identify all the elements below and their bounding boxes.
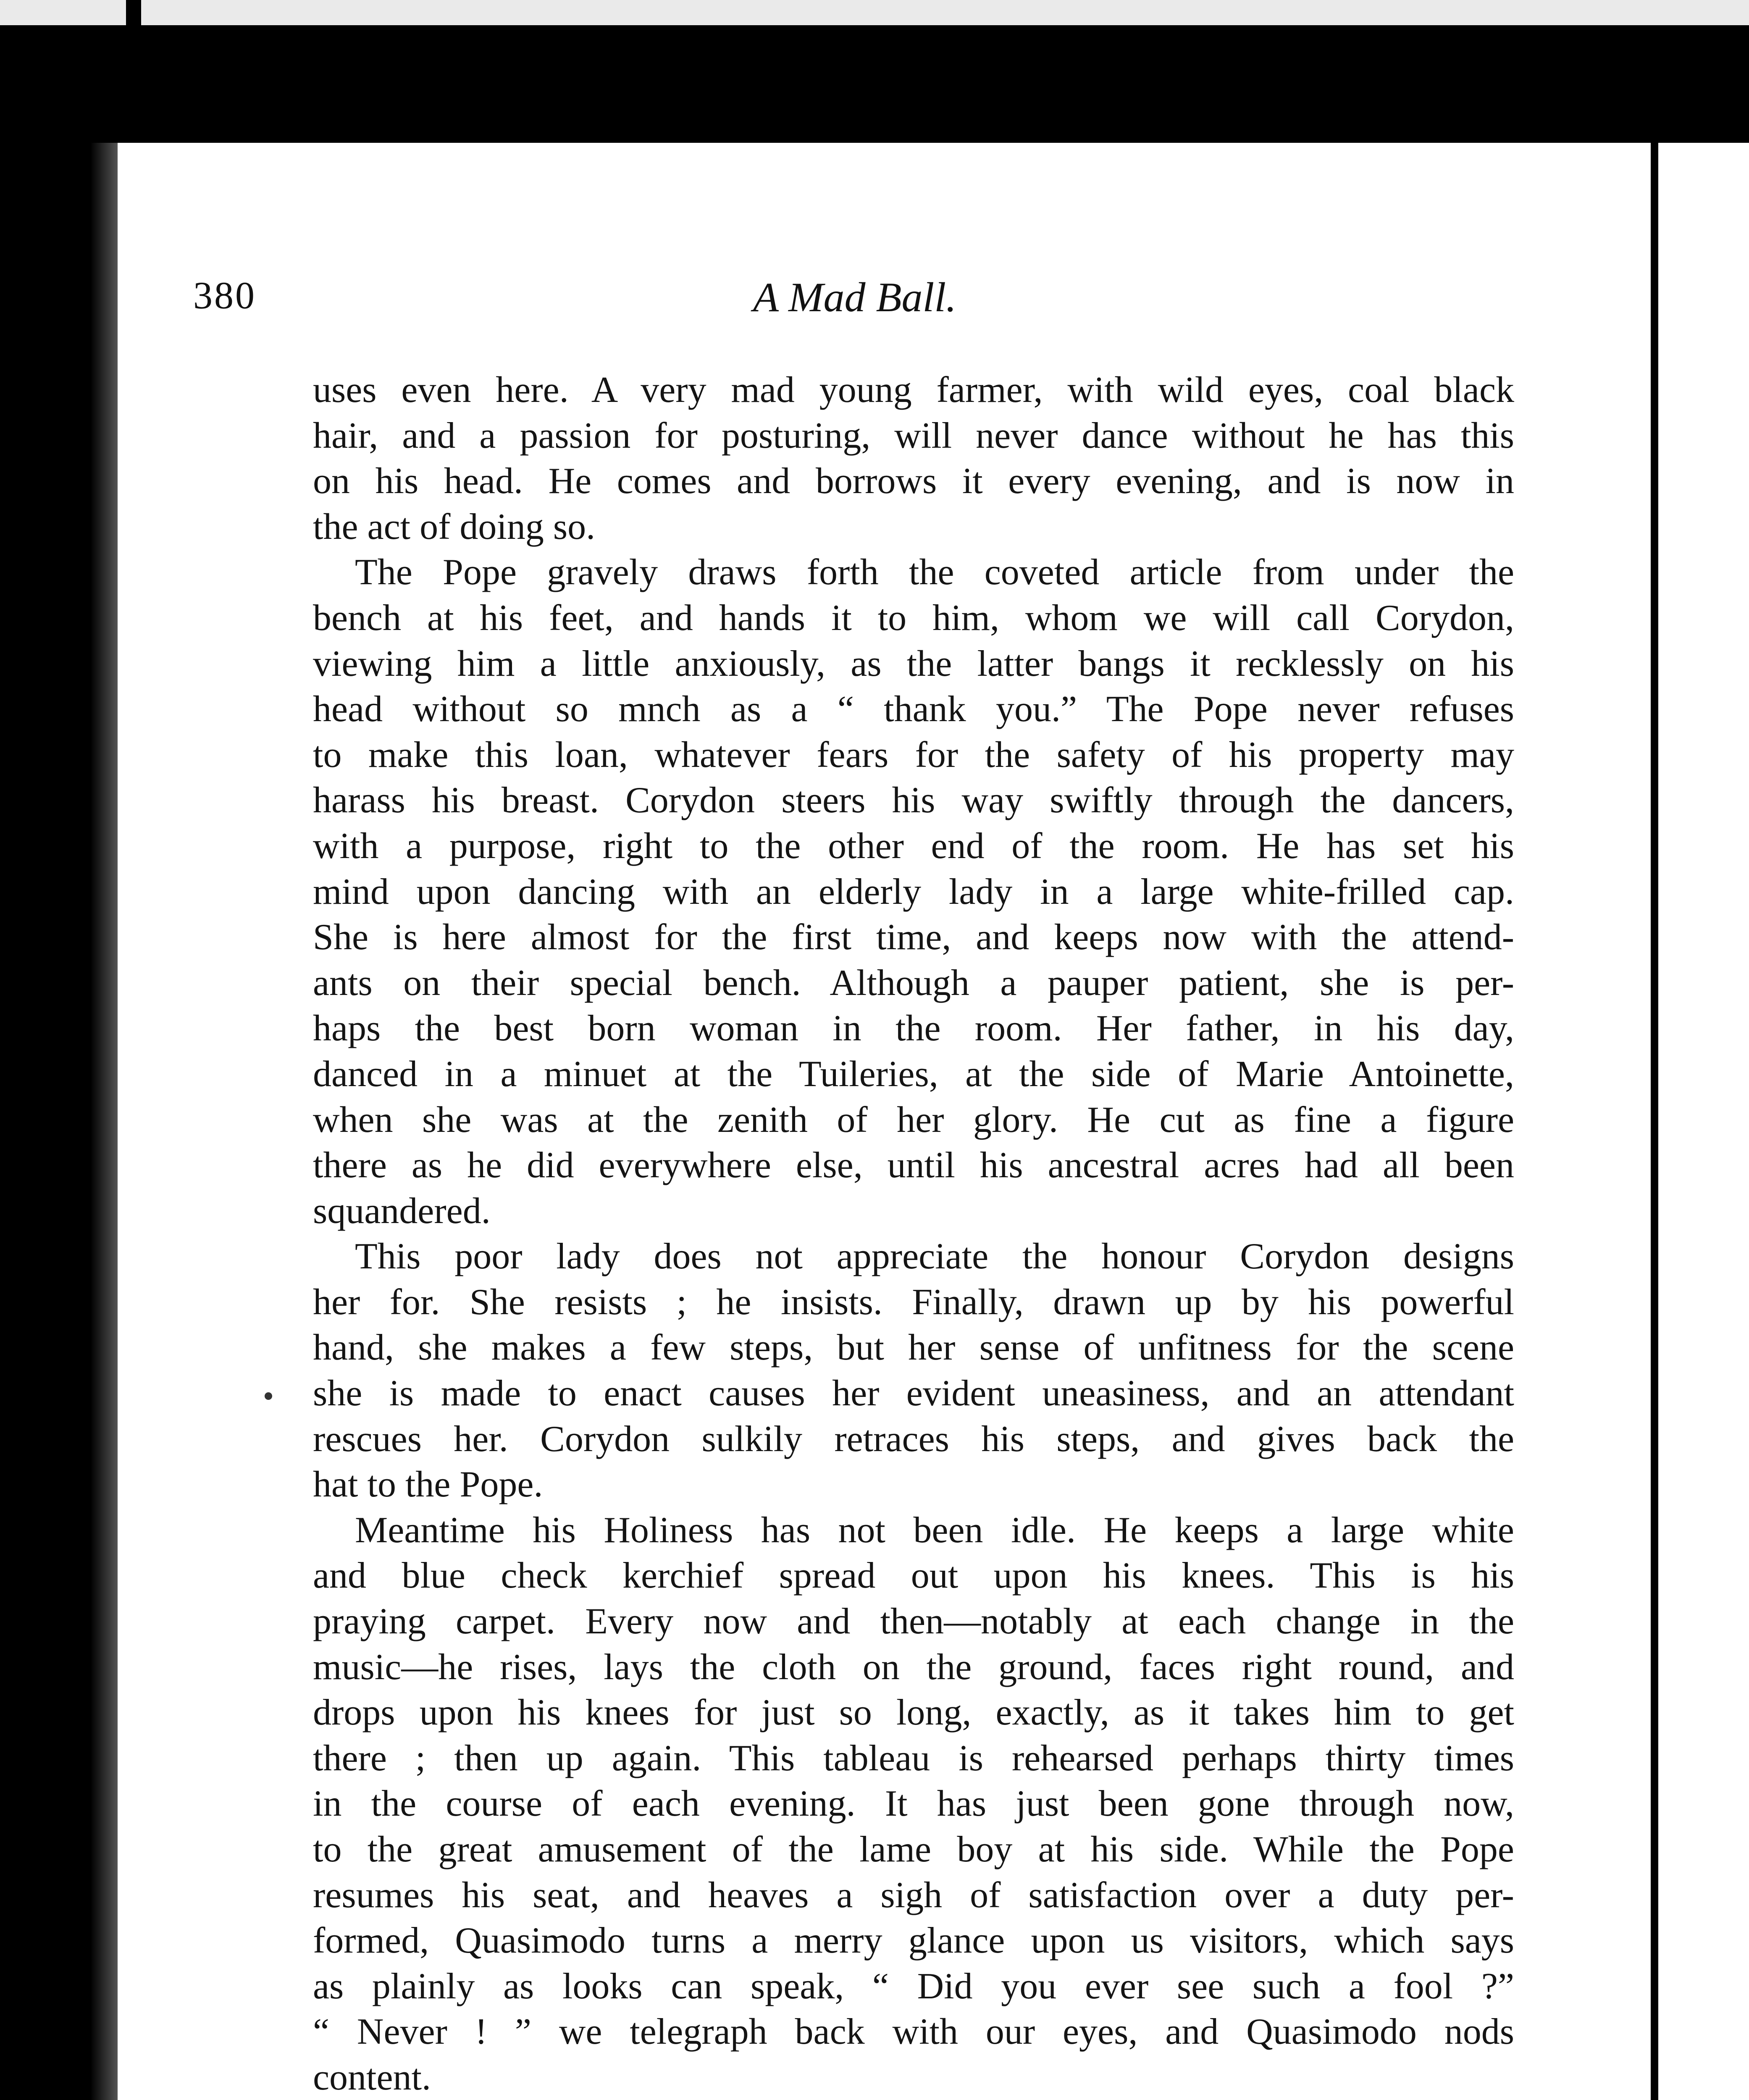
text-line: the act of doing so. [313,506,596,547]
text-line: as plainly as looks can speak, “ Did you ever see such a fool ?” [313,1966,1514,2007]
adjacent-page-edge [1651,143,1749,2100]
text-line: uses even here. A very mad young farmer, with wild eyes, coal black [313,370,1514,410]
text-line: rescues her. Corydon sulkily retraces his steps, and gives back the [313,1418,1514,1460]
margin-mark [265,1392,272,1400]
running-title: A Mad Ball. [753,274,957,320]
text-line: harass his breast. Corydon steers his way swiftly through the dancers, [313,780,1514,821]
text-line: in the course of each evening. It has just been gone through now, [313,1783,1514,1824]
text-line: hand, she makes a few steps, but her sense of unfitness for the scene [313,1327,1514,1368]
text-line: danced in a minuet at the Tuileries, at the side of Marie Antoinette, [313,1053,1514,1095]
page-header [193,273,1516,328]
text-line: squandered. [313,1190,491,1231]
text-line: on his head. He comes and borrows it every evening, and is now in [313,461,1514,502]
text-line: there ; then up again. This tableau is rehearsed perhaps thirty times [313,1738,1514,1779]
text-line: hat to the Pope. [313,1464,543,1505]
text-line: haps the best born woman in the room. Her father, in his day, [313,1008,1514,1049]
text-line: The Pope gravely draws forth the coveted article from under the [355,552,1514,593]
text-line: when she was at the zenith of her glory. He cut as fine a figure [313,1099,1514,1140]
text-line: formed, Quasimodo turns a merry glance upon us visitors, which says [313,1920,1514,1961]
text-line: and blue check kerchief spread out upon his knees. This is his [313,1555,1514,1596]
text-line: Meantime his Holiness has not been idle. He keeps a large white [355,1509,1514,1551]
text-line: viewing him a little anxiously, as the latter bangs it recklessly on his [313,643,1514,684]
scan-top-strip [0,0,1749,25]
text-line: music—he rises, lays the cloth on the ground, faces right round, and [313,1646,1514,1688]
text-line: mind upon dancing with an elderly lady in a large white-frilled cap. [313,871,1514,912]
page-number: 380 [193,274,256,317]
text-line: drops upon his knees for just so long, exactly, as it takes him to get [313,1692,1514,1733]
text-line: bench at his feet, and hands it to him, whom we will call Corydon, [313,597,1514,638]
book-spine-shadow [90,143,118,2100]
text-line: with a purpose, right to the other end of the room. He has set his [313,825,1514,866]
text-line: resumes his seat, and heaves a sigh of satisfaction over a duty per- [313,1874,1514,1916]
text-line: to the great amusement of the lame boy at his side. While the Pope [313,1829,1514,1870]
text-line: her for. She resists ; he insists. Finally, drawn up by his powerful [313,1281,1514,1323]
text-line: content. [313,2057,431,2098]
text-line: hair, and a passion for posturing, will never dance without he has this [313,415,1514,456]
text-line: she is made to enact causes her evident uneasiness, and an attendant [313,1373,1514,1414]
scan-top-edge [126,0,141,25]
text-line: ants on their special bench. Although a pauper patient, she is per- [313,962,1514,1003]
text-line: praying carpet. Every now and then—notably at each change in the [313,1601,1514,1642]
text-line: She is here almost for the first time, and keeps now with the attend- [313,917,1514,958]
text-line: This poor lady does not appreciate the honour Corydon designs [355,1236,1514,1277]
text-line: there as he did everywhere else, until his ancestral acres had all been [313,1145,1514,1186]
text-line: “ Never ! ” we telegraph back with our eyes, and Quasimodo nods [313,2011,1514,2053]
text-line: head without so mnch as a “ thank you.” The Pope never refuses [313,689,1514,730]
text-line: to make this loan, whatever fears for the safety of his property may [313,734,1514,775]
body-text [313,368,1514,2100]
